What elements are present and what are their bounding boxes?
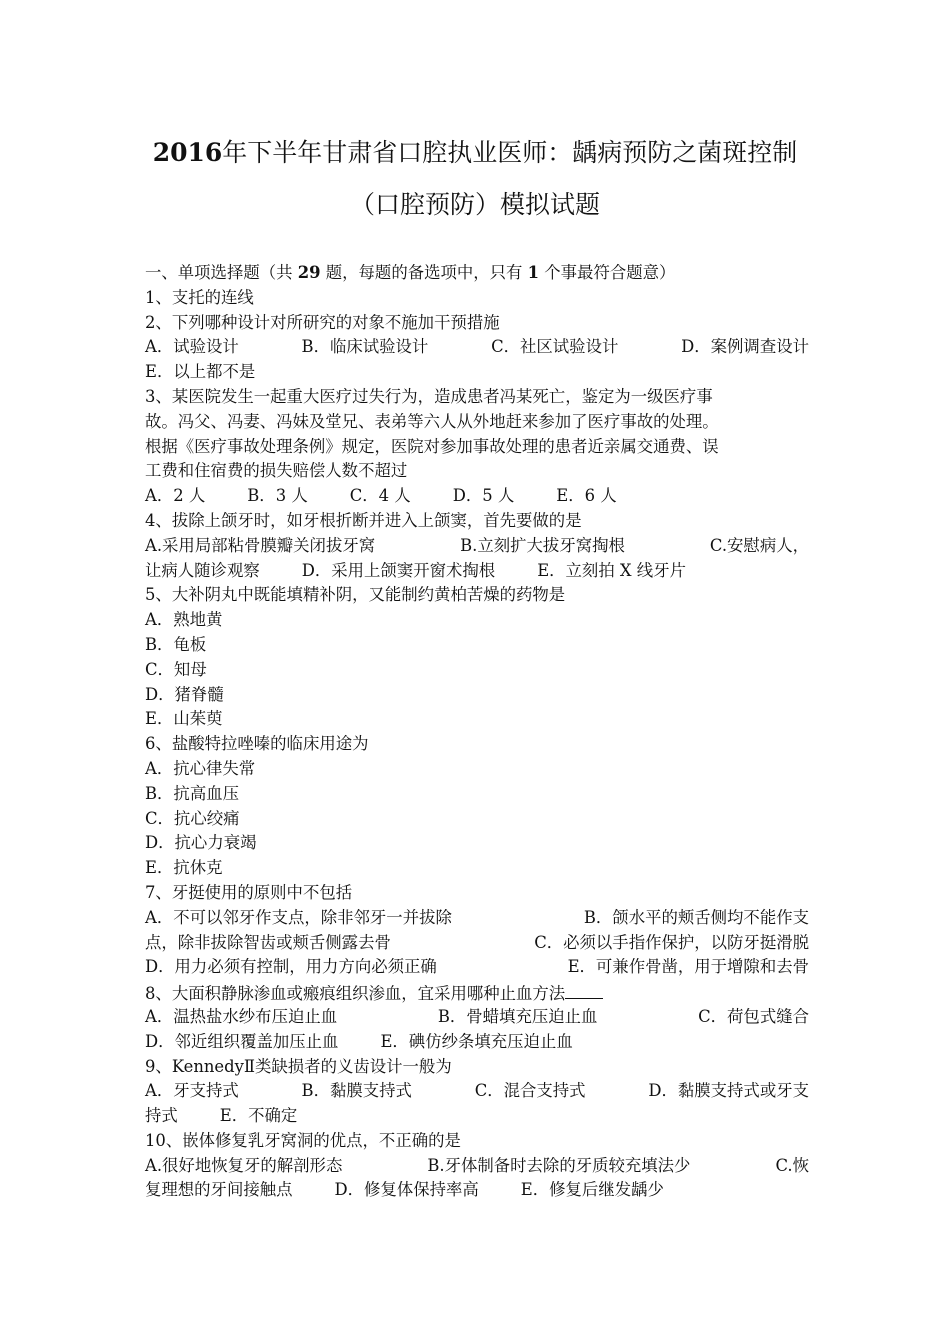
- section-heading: 一、单项选择题（共 29 题，每题的备选项中，只有 1 个事最符合题意）: [145, 263, 676, 282]
- option-row: [145, 906, 809, 931]
- option-row: [145, 1104, 809, 1129]
- question-stem: 7、牙挺使用的原则中不包括: [145, 882, 353, 902]
- option-row: [145, 955, 809, 980]
- option: A．试验设计: [145, 337, 239, 357]
- question-stem: 10、嵌体修复乳牙窝洞的优点，不正确的是: [145, 1130, 461, 1150]
- option-row: [145, 1178, 809, 1203]
- option: D．猪脊髓: [145, 684, 224, 704]
- option-row: [145, 1005, 809, 1030]
- option: B．骨蜡填充压迫止血: [437, 1006, 598, 1026]
- option: B．黏膜支持式: [301, 1081, 412, 1101]
- option: C．4 人: [349, 486, 411, 506]
- question-stem: 5、大补阴丸中既能填精补阴，又能制约黄柏苦燥的药物是: [145, 585, 566, 605]
- option-row: [145, 335, 809, 360]
- option-row: [145, 559, 809, 584]
- option: B．颌水平的颊舌侧均不能作支: [583, 907, 809, 927]
- option: 点，除非拔除智齿或颊舌侧露去骨: [145, 932, 391, 952]
- option: D．5 人: [452, 486, 515, 506]
- option: D．黏膜支持式或牙支: [648, 1081, 809, 1101]
- option: E．不确定: [219, 1106, 298, 1126]
- doc-title-line1: [0, 133, 950, 169]
- option: D．案例调查设计: [681, 337, 809, 357]
- option: C．混合支持式: [474, 1081, 586, 1101]
- option: A.采用局部粘骨膜瓣关闭拔牙窝: [145, 535, 376, 555]
- option: E．可兼作骨凿，用于增隙和去骨: [567, 957, 809, 977]
- option: E．6 人: [556, 486, 617, 506]
- option: D．用力必须有控制，用力方向必须正确: [145, 957, 437, 977]
- option: E．修复后继发龋少: [520, 1180, 664, 1200]
- option-row: [145, 534, 809, 559]
- option: A．不可以邻牙作支点，除非邻牙一并拔除: [145, 907, 452, 927]
- option: E．立刻拍 X 线牙片: [537, 560, 686, 580]
- option: E．以上都不是: [145, 362, 256, 382]
- question-list: [145, 261, 809, 1203]
- option: C.恢: [775, 1155, 809, 1175]
- question-stem: 故。冯父、冯妻、冯妹及堂兄、表弟等六人从外地赶来参加了医疗事故的处理。: [145, 411, 719, 431]
- option: A．温热盐水纱布压迫止血: [145, 1006, 338, 1026]
- title-text: 年下半年甘肃省口腔执业医师：龋病预防之菌斑控制: [222, 138, 798, 167]
- option: 复理想的牙间接触点: [145, 1180, 293, 1200]
- question-stem: 3、某医院发生一起重大医疗过失行为，造成患者冯某死亡，鉴定为一级医疗事: [145, 386, 713, 406]
- option: C．社区试验设计: [491, 337, 619, 357]
- option: A．抗心律失常: [145, 758, 256, 778]
- option-row: [145, 931, 809, 956]
- question-stem: 8、大面积静脉渗血或瘢痕组织渗血，宜采用哪种止血方法: [145, 980, 809, 1005]
- option: 持式: [145, 1106, 178, 1126]
- option: B.牙体制备时去除的牙质较充填法少: [427, 1155, 691, 1175]
- option: A．2 人: [145, 486, 206, 506]
- doc-title-line2: （口腔预防）模拟试题: [349, 190, 600, 219]
- option-row: [145, 484, 809, 509]
- option: D．修复体保持率高: [334, 1180, 479, 1200]
- question-stem: 根据《医疗事故处理条例》规定，医院对参加事故处理的患者近亲属交通费、误: [145, 436, 719, 456]
- option: E．山茱萸: [145, 709, 223, 729]
- question-stem: 2、下列哪种设计对所研究的对象不施加干预措施: [145, 312, 500, 332]
- question-stem: 9、KennedyⅡ类缺损者的义齿设计一般为: [145, 1056, 452, 1076]
- option: D．邻近组织覆盖加压止血: [145, 1031, 339, 1051]
- option-row: [145, 1154, 809, 1179]
- answer-blank: [565, 980, 603, 999]
- option: A.很好地恢复牙的解剖形态: [145, 1155, 343, 1175]
- option: E．抗休克: [145, 858, 223, 878]
- title-year: 2016: [152, 138, 223, 167]
- option: B.立刻扩大拔牙窝掏根: [460, 535, 625, 555]
- question-stem: 1、支托的连线: [145, 287, 254, 307]
- question-stem: 4、拔除上颌牙时，如牙根折断并进入上颌窦，首先要做的是: [145, 510, 582, 530]
- option: C．抗心绞痛: [145, 808, 240, 828]
- option: C．荷包式缝合: [698, 1006, 809, 1026]
- option: A．熟地黄: [145, 610, 223, 630]
- question-stem: 工费和住宿费的损失赔偿人数不超过: [145, 461, 408, 481]
- option: C．知母: [145, 659, 207, 679]
- option: E．碘仿纱条填充压迫止血: [380, 1031, 573, 1051]
- option: B．抗高血压: [145, 783, 239, 803]
- option: C.安慰病人，: [709, 535, 809, 555]
- option: B．3 人: [247, 486, 308, 506]
- option: B．临床试验设计: [301, 337, 429, 357]
- option-row: [145, 1030, 809, 1055]
- option: C．必须以手指作保护，以防牙挺滑脱: [534, 932, 809, 952]
- question-stem: 6、盐酸特拉唑嗪的临床用途为: [145, 734, 369, 754]
- option: D．抗心力衰竭: [145, 833, 257, 853]
- option: B．龟板: [145, 634, 207, 654]
- option-row: [145, 1079, 809, 1104]
- option: A．牙支持式: [145, 1081, 239, 1101]
- option: 让病人随诊观察: [145, 560, 260, 580]
- option: D．采用上颌窦开窗术掏根: [301, 560, 496, 580]
